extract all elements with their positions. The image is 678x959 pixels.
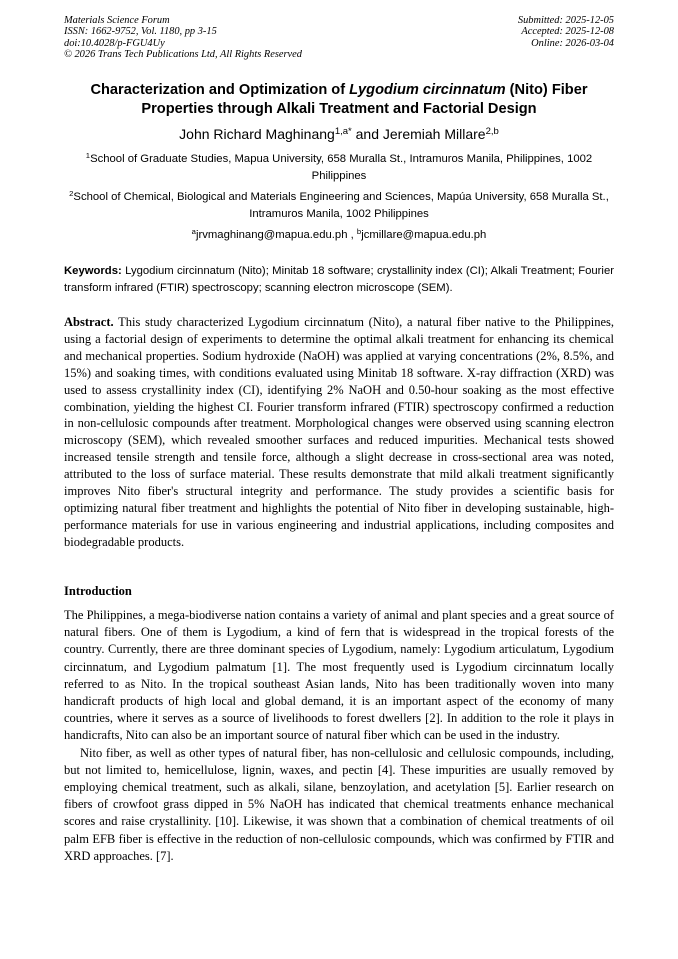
journal-copyright: © 2026 Trans Tech Publications Ltd, All Rights Reserved xyxy=(64,49,302,61)
introduction-paragraph-1: The Philippines, a mega-biodiverse nation contains a variety of animal and plant species and a great source of natural fibers. One of them is Lygodium, a kind of fern that is widespread in the tropical forests of the country. Currently, there are three dominant species of Lygodium, namely: Lygodium articulatum, Lygodium circinnatum, and Lygodium palmatum [1]. The most frequently used is Lygodium circinnatum locally referred to as Nito. In the tropical southeast Asian lands, Nito has been traditionally woven into many handicraft products of high local and global demand, it is an important aspect of the economy of many countries, where it serves as a source of livelihoods to forest dwellers [2]. In addition to the role it plays in handicrafts, Nito can also be an important source of natural fiber which can be used in the industry. xyxy=(64,608,614,743)
introduction-body xyxy=(64,607,614,865)
dates-header xyxy=(518,15,614,49)
title-species: Lygodium circinnatum xyxy=(349,82,506,98)
keywords-label: Keywords: xyxy=(64,265,122,277)
abstract-text: This study characterized Lygodium circinnatum (Nito), a natural fiber native to the Philippines, using a factorial design of experiments to determine the optimal alkali treatment for enhancing its chemical and mechanical properties. Sodium hydroxide (NaOH) was applied at varying concentrations (2%, 8.5%, and 15%) and soaking times, with conditions evaluated using Minitab 18 software. X-ray diffraction (XRD) was used to assess crystallinity index (CI), identifying 2% NaOH and 0.50-hour soaking as the most effective combination, yielding the highest CI. Fourier transform infrared (FTIR) spectroscopy confirmed a reduction in non-cellulosic compounds after treatment. Morphological changes were observed using scanning electron microscopy (SEM), which revealed smoother surfaces and reduced impurities. Mechanical tests showed increased tensile strength and tensile force, although a slight decrease in cross-sectional area was noted, attributed to the loss of surface material. These results demonstrate that mild alkali treatment significantly improves Nito fiber's structural integrity and performance. The study provides a scientific basis for optimizing natural fiber treatment and highlights the potential of Nito fiber in developing sustainable, high-performance materials for use in various engineering and industrial applications, including composites and biodegradable products. xyxy=(64,315,614,549)
keywords-text: Lygodium circinnatum (Nito); Minitab 18 software; crystallinity index (CI); Alkali Treatment; Fourier transform infrared (FTIR) spectroscopy; scanning electron microscope (SEM). xyxy=(64,265,614,294)
journal-name: Materials Science Forum xyxy=(64,15,170,26)
title-part2: (Nito) Fiber Properties through Alkali Treatment and Factorial Design xyxy=(141,82,588,117)
keywords xyxy=(64,263,614,296)
author-2: Jeremiah Millare xyxy=(382,126,486,142)
email-b-sup: b xyxy=(356,226,362,236)
abstract-label: Abstract. xyxy=(64,315,114,329)
affiliation-1 xyxy=(66,151,612,184)
email-separator: , xyxy=(347,229,357,241)
affiliation-1-sup: 1 xyxy=(85,150,91,160)
author-and: and xyxy=(351,126,383,142)
paper-title xyxy=(60,81,618,119)
author-2-sup: 2,b xyxy=(485,125,499,137)
author-1-sup: 1,a* xyxy=(334,125,352,137)
journal-header xyxy=(64,15,302,61)
journal-doi: doi:10.4028/p-FGU4Uy xyxy=(64,37,165,49)
online-date: Online: 2026-03-04 xyxy=(531,37,614,49)
affiliation-2-sup: 2 xyxy=(69,188,74,198)
author-list xyxy=(60,126,618,143)
affiliation-1-text: School of Graduate Studies, Mapua University, 658 Muralla St., Intramuros Manila, Philippines, 1002 Philippines xyxy=(90,153,593,182)
email-a[interactable]: jrvmaghinang@mapua.edu.ph xyxy=(195,229,348,241)
author-emails xyxy=(66,227,612,243)
journal-issn: ISSN: 1662-9752, Vol. 1180, pp 3-15 xyxy=(64,26,217,38)
email-b[interactable]: jcmillare@mapua.edu.ph xyxy=(361,229,487,241)
author-1: John Richard Maghinang xyxy=(179,126,335,142)
abstract xyxy=(64,314,614,551)
accepted-date: Accepted: 2025-12-08 xyxy=(521,26,614,38)
introduction-heading: Introduction xyxy=(64,584,132,598)
introduction-paragraph-2: Nito fiber, as well as other types of natural fiber, has non-cellulosic and cellulosic compounds, including, but not limited to, hemicellulose, lignin, waxes, and pectin [4]. These impurities are usually removed by employing chemical treatment, such as alkali, silane, benzoylation, and acetylation [5]. Earlier research on fibers of crowfoot grass dipped in 5% NaOH has indicated that chemical treatments enhance mechanical scores and raise crystallinity. [10]. Likewise, it was shown that a combination of chemical treatments of oil palm EFB fiber is effective in the reduction of non-cellulosic compounds, which was confirmed by FTIR and XRD approaches. [7]. xyxy=(64,745,614,863)
affiliation-2-text: School of Chemical, Biological and Materials Engineering and Sciences, Mapúa University, 658 Muralla St., Intramuros Manila, 1002 Philippines xyxy=(73,191,609,220)
affiliation-2 xyxy=(66,189,612,222)
email-a-sup: a xyxy=(191,226,196,236)
submitted-date: Submitted: 2025-12-05 xyxy=(517,15,614,26)
title-part1: Characterization and Optimization of xyxy=(90,82,350,98)
